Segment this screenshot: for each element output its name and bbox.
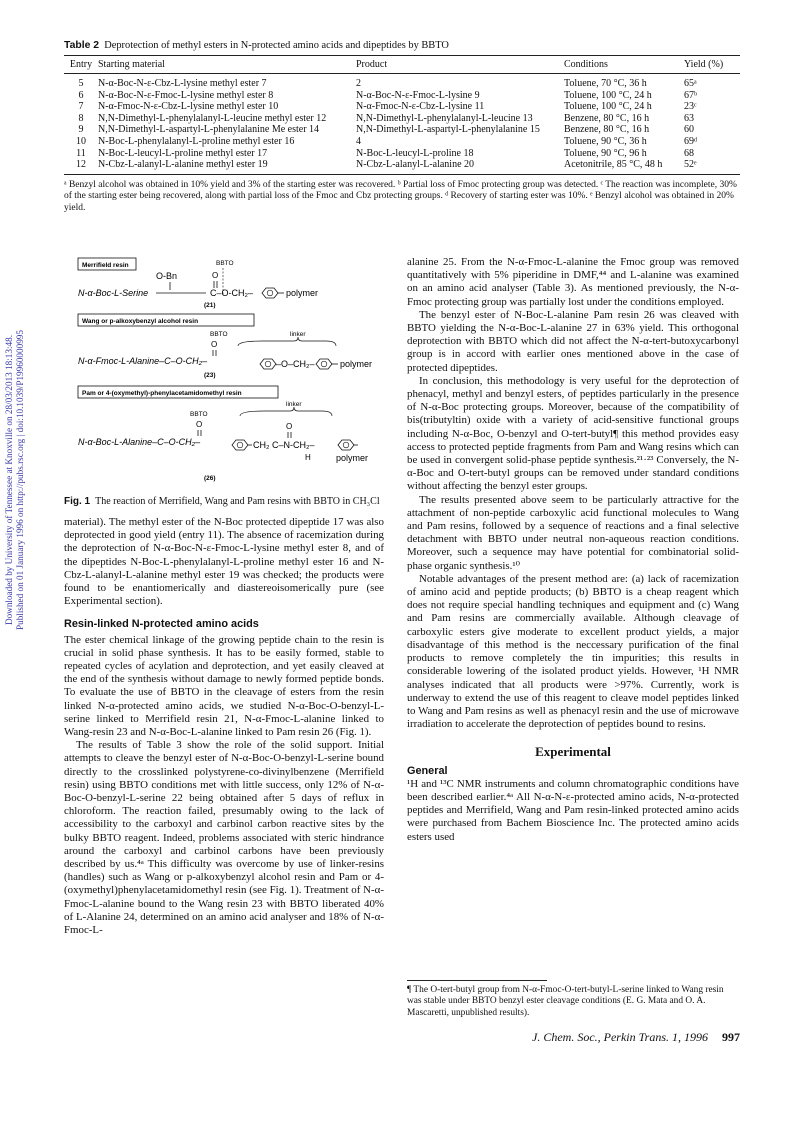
benzene-ring-1 xyxy=(262,288,278,298)
cell-product: N-Cbz-L-alanyl-L-alanine 20 xyxy=(356,159,475,171)
scheme1-ester: C–O-CH₂– xyxy=(210,288,254,298)
right-paragraph-4: The results presented above seem to be particularly attractive for the attachment of non-peptide carboxylic acid functional molecules to Wang and Pam resins, followed by a sequence of reactions and a final selective detachment with BBTO under neutral non-aqueous reaction conditions. Moreover, such a sequence may have potential for combinatorial solid-phase organic synthesis.¹⁰ xyxy=(407,493,739,572)
cell-entry: 9 xyxy=(78,124,84,136)
table-row xyxy=(64,78,740,90)
cell-starting-material: N,N-Dimethyl-L-aspartyl-L-phenylalanine Me ester 14 xyxy=(98,124,320,136)
cell-yield: 67ᵇ xyxy=(684,89,698,101)
figure-1-scheme xyxy=(64,256,384,494)
wang-label: Wang or p-alkoxybenzyl alcohol resin xyxy=(82,318,199,325)
scheme2-start: N-α-Fmoc-L-Alanine–C–O-CH₂– xyxy=(78,356,208,366)
cell-product: N,N-Dimethyl-L-phenylalanyl-L-leucine 13 xyxy=(356,112,533,124)
polymer-label-1: polymer xyxy=(286,288,319,298)
cell-conditions: Toluene, 100 °C, 24 h xyxy=(564,101,652,113)
polymer-label-3: polymer xyxy=(336,453,369,463)
table-row xyxy=(64,136,740,148)
left-paragraph-3: The results of Table 3 show the role of the solid support. Initial attempts to cleave the benzyl ester of N-α-Boc-O-benzyl-L-serine bound directly to the crosslinked polystyrene-co-divinylbenzene (Merrifield resin) using BBTO conditions met with little success, only 12% of N-α-Boc-O-benzyl-L-serine 22 being obtained after 5 days of reflux in chloroform. The reaction failed, presumably owing to the lack of accessibility to the carboxyl and carbinol carbon reactive sites by the bulky BBTO reagent. Indeed, problems associated with steric hindrance around the carboxyl and carbinol carbons have been previously described by us.⁴ᵃ This difficulty was overcome by use of linker-resins (handles) such as Wang or p-alkoxybenzyl alcohol resin and Pam or 4-(oxymethyl)phenylacetamidomethyl resin (see Fig. 1). Treatment of N-α-Fmoc-L-alanine bound to the Wang resin 23 with BBTO liberated 40% of L-Alanine 24, determined on an amino acid analyser and 18% of N-α-Fmoc-L- xyxy=(64,739,384,937)
right-paragraph-3: In conclusion, this methodology is very useful for the deprotection of phenacyl, methyl and benzyl esters, of peptides particularly in the presence of N-α-Boc protecting groups. Moreover, because of the compatibility of bis(tributyltin) oxide with a variety of acid-sensitive functional groups including N-α-Boc, O-benzyl and O-tert-butyl¶ this method provides easy access to protected peptide fragments from Pam and Wang resins which can be used in convergent solid-phase peptide synthesis.²¹·²³ Conversely, the N-α-Boc and O-tert-butyl groups can be removed under standard conditions without affecting the benzyl ester groups. xyxy=(407,374,739,493)
benzene-ring-2 xyxy=(260,359,276,369)
table-row xyxy=(64,113,740,125)
figure-caption xyxy=(64,496,384,508)
right-paragraph-2: The benzyl ester of N-Boc-L-alanine Pam resin 26 was cleaved with BBTO yielding the N-α-Boc-L-alanine 27 in 63% yield. This orthogonal deprotection with BBTO which did not affect the N-α-tert-butoxycarbonyl group is in accord with earlier ones mentioned above in the case of protected dipeptides. xyxy=(407,308,739,374)
cell-product: N-α-Fmoc-N-ε-Cbz-L-lysine 11 xyxy=(356,101,485,113)
oxygen-2: O xyxy=(211,340,218,349)
table-title: Deprotection of methyl esters in N-protected amino acids and dipeptides by BBTO xyxy=(104,40,449,51)
right-paragraph-5: Notable advantages of the present method are: (a) lack of racemization of amino acid and peptide products; (b) BBTO is a cheap reagent which does not require special handling techniques and equipment and (c) Wang and Pam resins are commercially available. Although cleavage of carboxylic esters give moderate to excellent product yields, a major disadvantage of this method is the neccessary purification of the final products to remove completely the tin impurities; this results in considerable lowering of the isolated product yields. However, ¹H NMR analyses indicated that all products were >97%. Currently, work is underway to extend the use of this reagent to cleave model peptides linked to Wang and Pam resins as well as phenacyl resin and the use of microwave irradiation to accelerate the deprotection of peptides bound to resins. xyxy=(407,572,739,731)
cell-conditions: Benzene, 80 °C, 16 h xyxy=(564,124,650,136)
table-2 xyxy=(64,40,740,215)
cell-starting-material: N-α-Fmoc-N-ε-Cbz-L-lysine methyl ester 10 xyxy=(98,101,279,113)
scheme1-start: N-α-Boc-L-Serine xyxy=(78,288,149,298)
col-product: Product xyxy=(356,59,388,70)
bbto-label-2: BBTO xyxy=(210,331,228,338)
cell-yield: 52ᵉ xyxy=(684,159,697,171)
cell-conditions: Benzene, 80 °C, 16 h xyxy=(564,112,650,124)
cell-starting-material: N-Cbz-L-alanyl-L-alanine methyl ester 19 xyxy=(98,159,268,171)
cell-entry: 6 xyxy=(78,89,84,101)
cell-starting-material: N-α-Boc-N-ε-Cbz-L-lysine methyl ester 7 xyxy=(98,78,267,89)
cell-entry: 8 xyxy=(78,112,84,124)
compound-26: (26) xyxy=(204,475,216,482)
scheme2-linker: –O–CH₂– xyxy=(276,359,315,369)
cell-product: N,N-Dimethyl-L-aspartyl-L-phenylalanine 15 xyxy=(356,124,540,136)
section-heading-experimental: Experimental xyxy=(535,744,611,760)
page-footnote xyxy=(407,980,739,1019)
cell-product: N-Boc-L-leucyl-L-proline 18 xyxy=(356,147,474,159)
benzene-ring-4 xyxy=(232,440,248,450)
download-line: Downloaded by University of Tennessee at Knoxville on 28/03/2013 18:13:48. xyxy=(4,334,14,626)
table-row xyxy=(64,101,740,113)
cell-entry: 10 xyxy=(76,135,86,147)
cell-product: N-α-Boc-N-ε-Fmoc-L-lysine 9 xyxy=(356,89,480,101)
figure-1 xyxy=(64,256,384,494)
col-starting-material: Starting material xyxy=(98,59,165,70)
right-column xyxy=(407,256,739,844)
download-notice xyxy=(2,300,28,660)
footnote-text: ¶ The O-tert-butyl group from N-α-Fmoc-O-tert-butyl-L-serine linked to Wang resin was stable under BBTO benzyl ester cleavage conditions (E. G. Mata and O. A. Mascaretti, unpublished results). xyxy=(407,985,724,1018)
right-paragraph-1: alanine 25. From the N-α-Fmoc-L-alanine the Fmoc group was removed quantitatively with 5% piperidine in DMF,⁴⁴ and L-alanine was examined on an amino acid analyser (Table 3). As mentioned previously, the N-α-Fmoc protecting group was partially lost under the conditions employed. xyxy=(407,256,739,308)
cell-yield: 65ᵃ xyxy=(684,78,697,89)
linker-label-2: linker xyxy=(286,401,302,408)
cell-entry: 12 xyxy=(76,159,86,171)
cell-entry: 5 xyxy=(78,78,84,89)
section-heading-resin: Resin-linked N-protected amino acids xyxy=(64,618,259,631)
cell-yield: 63 xyxy=(684,112,694,124)
cell-entry: 7 xyxy=(78,101,84,113)
linker-label-1: linker xyxy=(290,331,306,338)
scheme3-linker: CH₂ C–N-CH₂– xyxy=(253,440,315,450)
col-conditions: Conditions xyxy=(564,59,608,70)
merrifield-label: Merrifield resin xyxy=(82,262,129,269)
compound-21: (21) xyxy=(204,302,216,309)
table-row xyxy=(64,148,740,160)
journal-name: J. Chem. Soc., Perkin Trans. 1, 1996 xyxy=(532,1030,708,1044)
scheme3-start: N-α-Boc-L-Alanine–C–O-CH₂– xyxy=(78,437,201,447)
bbto-label-1: BBTO xyxy=(216,260,234,267)
benzene-ring-3 xyxy=(316,359,332,369)
oxygen-1: O xyxy=(212,271,219,280)
cell-conditions: Acetonitrile, 85 °C, 48 h xyxy=(564,159,663,171)
benzene-ring-5 xyxy=(338,440,354,450)
cell-product: 2 xyxy=(356,78,361,89)
cell-conditions: Toluene, 100 °C, 24 h xyxy=(564,89,652,101)
cell-conditions: Toluene, 70 °C, 36 h xyxy=(564,78,647,89)
cell-starting-material: N-α-Boc-N-ε-Fmoc-L-lysine methyl ester 8 xyxy=(98,89,274,101)
cell-starting-material: N-Boc-L-leucyl-L-proline methyl ester 17 xyxy=(98,147,268,159)
linker-brace-1 xyxy=(238,337,336,346)
page-number: 997 xyxy=(722,1030,740,1044)
oxygen-3: O xyxy=(196,420,203,429)
right-paragraph-6: ¹H and ¹³C NMR instruments and column chromatographic conditions have been described earlier.⁴ᵃ All N-α-N-ε-protected amino acids, N-α-protected peptides and Merrifield, Wang and Pam resin-linked protected amino acids were purchased from Bachem Bioscience Inc. The protected amino acids esters used xyxy=(407,777,739,843)
table-caption xyxy=(64,40,740,51)
cell-yield: 69ᵈ xyxy=(684,135,698,147)
table-header-row xyxy=(64,56,740,74)
left-paragraph-2: The ester chemical linkage of the growing peptide chain to the resin is crucial in solid phase synthesis. It has to be easily formed, stable to repeated cycles of acylation and deprotection, and yet easily cleaved at the end of the synthesis without damage to newly formed peptide bonds. To evaluate the use of BBTO in the cleavage of esters from the resin linked N-α-protected amino acids, we studied N-α-Boc-O-benzyl-L-serine linked to Merrifield resin 21, N-α-Fmoc-L-alanine linked to Wang-resin 23 and N-α-Boc-L-alanine linked to Pam resin 26 (Fig. 1). xyxy=(64,633,384,739)
publication-line: Published on 01 January 1996 on http://pubs.rsc.org | doi:10.1039/P19960000995 xyxy=(15,330,25,631)
cell-product: 4 xyxy=(356,135,361,147)
figure-label: Fig. 1 xyxy=(64,496,91,507)
compound-23: (23) xyxy=(204,372,216,379)
table-row xyxy=(64,90,740,102)
col-yield: Yield (%) xyxy=(684,59,724,70)
cell-starting-material: N,N-Dimethyl-L-phenylalanyl-L-leucine methyl ester 12 xyxy=(98,112,327,124)
table-label: Table 2 xyxy=(64,40,100,51)
oxygen-4: O xyxy=(286,422,293,431)
subsection-heading-general: General xyxy=(407,764,448,777)
pam-label: Pam or 4-(oxymethyl)-phenylacetamidomethyl resin xyxy=(82,390,242,397)
col-entry: Entry xyxy=(69,59,93,70)
polymer-label-2: polymer xyxy=(340,359,373,369)
cell-conditions: Toluene, 90 °C, 36 h xyxy=(564,135,647,147)
bbto-label-3: BBTO xyxy=(190,411,208,418)
results-table xyxy=(64,56,740,171)
table-row xyxy=(64,159,740,171)
cell-yield: 23ᶜ xyxy=(684,101,697,113)
table-row xyxy=(64,124,740,136)
cell-yield: 68 xyxy=(684,147,694,159)
linker-brace-2 xyxy=(240,407,332,416)
cell-conditions: Toluene, 90 °C, 96 h xyxy=(564,147,647,159)
left-paragraph-1: material). The methyl ester of the N-Boc protected dipeptide 17 was also deprotected in good yield (entry 11). The absence of racemization during the deprotection of N-α-Boc-N-ε-Fmoc-L-lysine methyl ester 8, and of the dipeptides N-Boc-L-phenylalanyl-L-proline methyl ester 16 and N-Cbz-L-alanyl-L-alanine methyl ester 19 was checked; the products were found to be enantiomerically and diastereoisomerically pure (see Experimental section). xyxy=(64,516,384,608)
cell-entry: 11 xyxy=(76,147,86,159)
obn-label: O-Bn xyxy=(156,271,178,281)
left-column xyxy=(64,256,384,937)
figure-caption-text: The reaction of Merrifield, Wang and Pam resins with BBTO in CH₃Cl xyxy=(95,496,380,507)
cell-yield: 60 xyxy=(684,124,694,136)
cell-starting-material: N-Boc-L-phenylalanyl-L-proline methyl ester 16 xyxy=(98,135,295,147)
table-footnotes: ᵃ Benzyl alcohol was obtained in 10% yield and 3% of the starting ester was recovered. ᵇ Partial loss of Fmoc protecting group was detected. ᶜ The reaction was incomplete, 30% of the starting ester being recovered, along with partial loss of the Fmoc and Cbz protecting groups. ᵈ Recovery of starting ester was 10%. ᵉ Benzyl alcohol was obtained in 20% yield. xyxy=(64,179,737,213)
nh-hydrogen: H xyxy=(305,453,311,462)
journal-footer xyxy=(470,1030,740,1045)
